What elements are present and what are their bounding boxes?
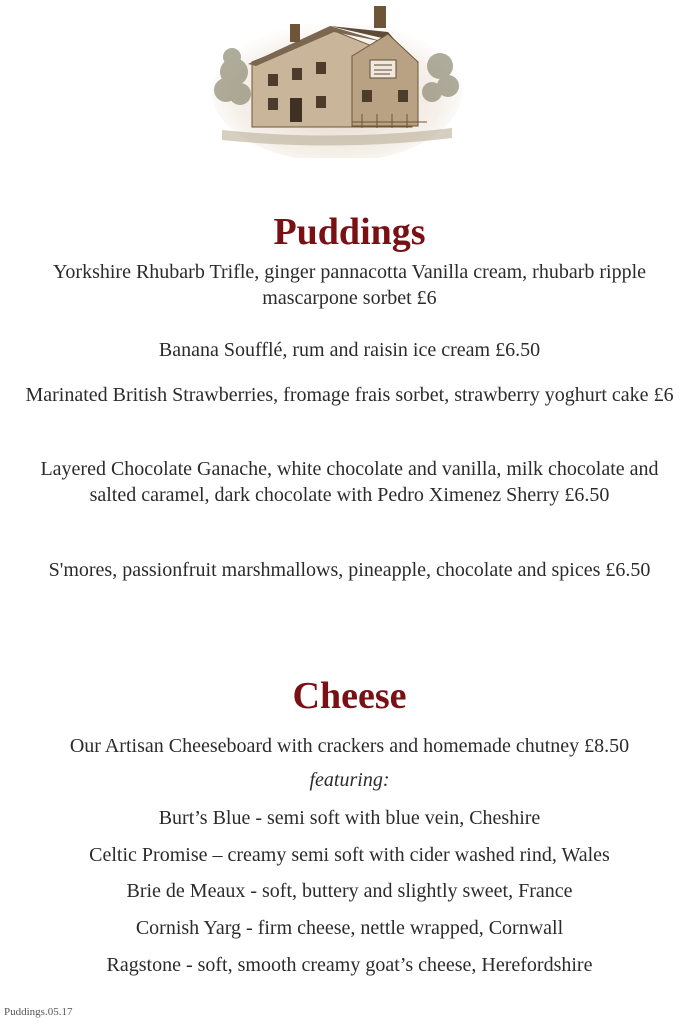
cheese-item-cornish-yarg: Cornish Yarg - firm cheese, nettle wrapped, Cornwall: [135, 917, 564, 939]
cheese-item-celtic-promise: Celtic Promise – creamy semi soft with cider washed rind, Wales: [89, 844, 610, 866]
pudding-item-rhubarb-trifle: Yorkshire Rhubarb Trifle, ginger pannacotta Vanilla cream, rhubarb ripple mascarpone sorbet £6: [52, 261, 647, 309]
pudding-item-strawberries: Marinated British Strawberries, fromage frais sorbet, strawberry yoghurt cake £6: [25, 384, 674, 406]
inn-building-illustration: [212, 2, 462, 158]
cheese-heading: Cheese: [292, 675, 407, 717]
cheese-item-brie-de-meaux: Brie de Meaux - soft, buttery and slightly sweet, France: [126, 880, 573, 902]
pudding-item-smores: S'mores, passionfruit marshmallows, pineapple, chocolate and spices £6.50: [48, 559, 651, 581]
featuring-label: featuring:: [309, 769, 390, 791]
cheeseboard-intro: Our Artisan Cheeseboard with crackers and homemade chutney £8.50: [69, 735, 630, 757]
cheese-item-ragstone: Ragstone - soft, smooth creamy goat’s cheese, Herefordshire: [106, 954, 593, 976]
puddings-heading: Puddings: [273, 211, 426, 253]
cheese-item-burts-blue: Burt’s Blue - semi soft with blue vein, Cheshire: [158, 807, 541, 829]
pudding-item-chocolate-ganache: Layered Chocolate Ganache, white chocolate and vanilla, milk chocolate and salted caramel, dark chocolate with Pedro Ximenez Sherry £6.50: [40, 458, 659, 506]
menu-code: Puddings.05.17: [4, 1006, 73, 1018]
pudding-item-banana-souffle: Banana Soufflé, rum and raisin ice cream £6.50: [158, 339, 541, 361]
